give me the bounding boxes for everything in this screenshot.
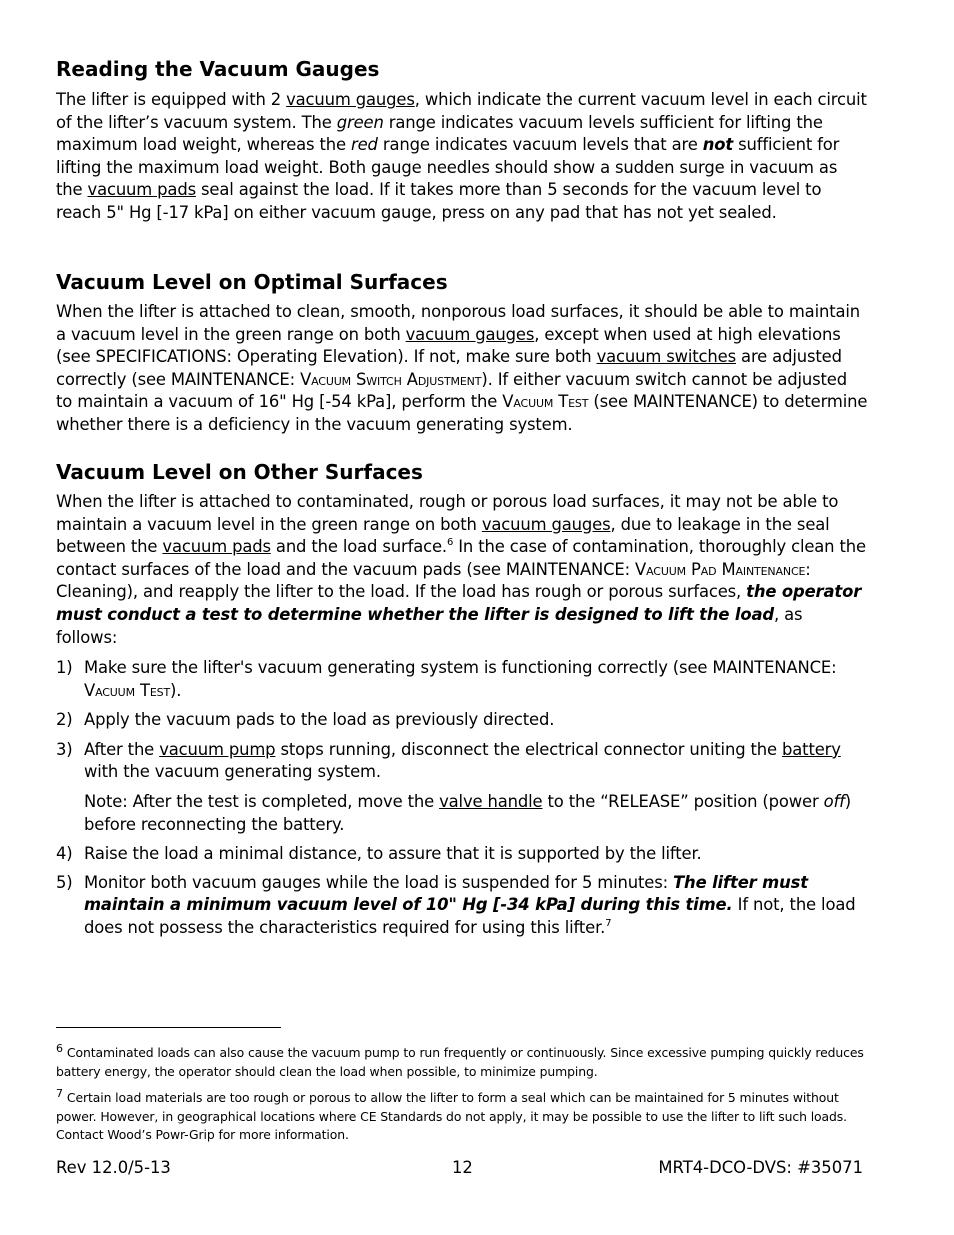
- term-link: vacuum pump: [159, 739, 276, 759]
- list-item: 5) Monitor both vacuum gauges while the load is suspended for 5 minutes: The lifter must maintain a minimum vacuum level of 10" Hg [-34 kPa] during this time. If not, the load does not possess the characteristics required for using this lifter.$^7$: [56, 872, 856, 937]
- footer-page-number: 12: [452, 1158, 473, 1177]
- step-note: Note: After the test is completed, move the valve handle to the “RELEASE” position (power off) before reconnecting the battery.: [84, 791, 852, 834]
- section-heading-reading-gauges: Reading the Vacuum Gauges: [56, 57, 380, 81]
- footer-doc-id: MRT4-DCO-DVS: #35071: [658, 1158, 863, 1177]
- section-heading-other-surfaces: Vacuum Level on Other Surfaces: [56, 460, 423, 484]
- section-heading-optimal-surfaces: Vacuum Level on Optimal Surfaces: [56, 270, 448, 294]
- paragraph-reading-gauges: The lifter is equipped with 2 vacuum gauges, which indicate the current vacuum level in each circuit of the lifter’s vacuum system. The green range indicates vacuum levels sufficient for lifting the maximum load weight, whereas the red range indicates vacuum levels that are not sufficient for lifting the maximum load weight. Both gauge needles should show a sudden surge in vacuum as the vacuum pads seal against the load. If it takes more than 5 seconds for the vacuum level to reach 5" Hg [-17 kPa] on either vacuum gauge, press on any pad that has not yet sealed.: [56, 90, 867, 222]
- footnote-ref-7: 7: [605, 917, 612, 929]
- footnote-7: $^7$ Certain load materials are too rough or porous to allow the lifter to form a seal which can be maintained for 5 minutes without power. However, in geographical locations where CE Standards do not apply, it may be possible to use the lifter to lift such loads. Contact Wood’s Powr-Grip for more information.: [56, 1087, 847, 1142]
- footnote-divider: [56, 1027, 281, 1028]
- term-link: vacuum switches: [596, 347, 736, 367]
- term-link: vacuum gauges: [405, 324, 535, 344]
- term-link: vacuum gauges: [481, 514, 611, 534]
- footnote-6: $^6$ Contaminated loads can also cause the vacuum pump to run frequently or continuously. Since excessive pumping quickly reduces battery energy, the operator should clean the load when possible, to minimize pumping.: [56, 1042, 864, 1079]
- paragraph-optimal-surfaces: When the lifter is attached to clean, smooth, nonporous load surfaces, it should be able to maintain a vacuum level in the green range on both vacuum gauges, except when used at high elevations (see SPECIFICATIONS: Operating Elevation). If not, make sure both vacuum switches are adjusted correctly (see MAINTENANCE: Vacuum Switch Adjustment). If either vacuum switch cannot be adjusted to maintain a vacuum of 16" Hg [-54 kPa], perform the Vacuum Test (see MAINTENANCE) to determine whether there is a deficiency in the vacuum generating system.: [56, 302, 868, 434]
- paragraph-other-surfaces: When the lifter is attached to contaminated, rough or porous load surfaces, it may not be able to maintain a vacuum level in the green range on both vacuum gauges, due to leakage in the seal between the vacuum pads and the load surface.$^6$ In the case of contamination, thoroughly clean the contact surfaces of the load and the vacuum pads (see MAINTENANCE: Vacuum Pad Maintenance: Cleaning), and reapply the lifter to the load. If the load has rough or porous surfaces, the operator must conduct a test to determine whether the lifter is designed to lift the load, as follows:: [56, 492, 866, 647]
- footnote-ref-6: 6: [446, 537, 454, 549]
- term-link: battery: [782, 739, 841, 759]
- term-link: valve handle: [439, 791, 543, 811]
- list-item: 4) Raise the load a minimal distance, to assure that it is supported by the lifter.: [56, 844, 702, 864]
- term-link: vacuum pads: [162, 537, 271, 557]
- list-item: 1) Make sure the lifter's vacuum generating system is functioning correctly (see MAINTENANCE: Vacuum Test).: [56, 658, 837, 700]
- footer-revision: Rev 12.0/5-13: [56, 1158, 171, 1177]
- term-link: vacuum pads: [87, 180, 196, 200]
- test-steps-list: [56, 657, 868, 940]
- term-link: vacuum gauges: [286, 90, 415, 109]
- list-item: 2) Apply the vacuum pads to the load as previously directed.: [56, 710, 555, 730]
- list-item: 3) After the vacuum pump stops running, disconnect the electrical connector uniting the battery with the vacuum generating system.: [56, 739, 841, 782]
